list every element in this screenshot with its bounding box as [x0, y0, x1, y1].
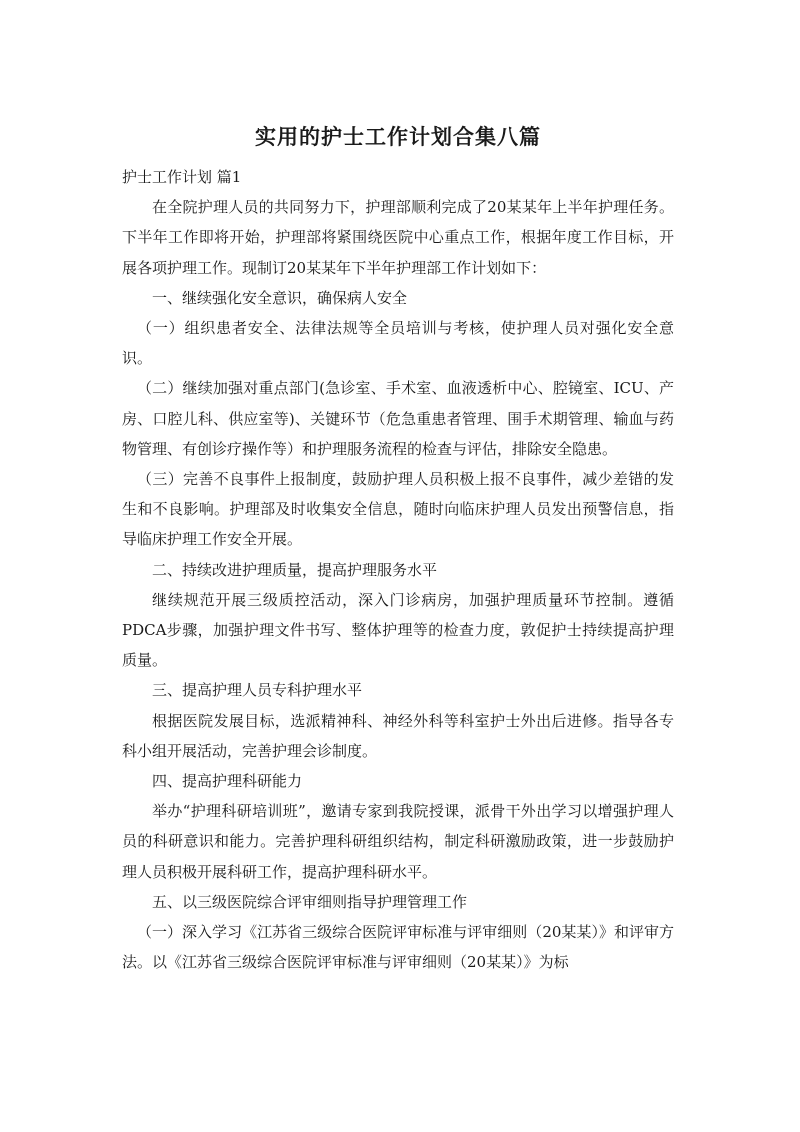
section-heading: 三、提高护理人员专科护理水平: [152, 681, 363, 700]
section-heading: 一、继续强化安全意识，确保病人安全: [152, 288, 408, 307]
section-heading: 四、提高护理科研能力: [152, 772, 303, 791]
paragraph: （三）完善不良事件上报制度，鼓励护理人员积极上报不良事件，减少差错的发生和不良影响。护理部及时收集安全信息，随时向临床护理人员发出预警信息，指导临床护理工作安全开展。: [122, 470, 674, 549]
paragraph: 举办“护理科研培训班”，邀请专家到我院授课，派骨干外出学习以增强护理人员的科研意识和能力。完善护理科研组织结构，制定科研激励政策，进一步鼓励护理人员积极开展科研工作，提高护理科研水平。: [122, 802, 674, 881]
document-body: [122, 162, 674, 977]
section-subtitle: 护士工作计划 篇1: [122, 168, 242, 186]
paragraph: 根据医院发展目标，选派精神科、神经外科等科室护士外出后进修。指导各专科小组开展活动，完善护理会诊制度。: [122, 711, 674, 760]
document-title: 实用的护士工作计划合集八篇: [255, 125, 541, 149]
paragraph: 在全院护理人员的共同努力下，护理部顺利完成了20某某年上半年护理任务。下半年工作即将开始，护理部将紧围绕医院中心重点工作，根据年度工作目标，开展各项护理工作。现制订20某某年下半年护理部工作计划如下：: [122, 198, 674, 277]
paragraph: （一）组织患者安全、法律法规等全员培训与考核，使护理人员对强化安全意识。: [122, 319, 674, 368]
section-heading: 二、持续改进护理质量，提高护理服务水平: [152, 560, 438, 579]
paragraph: 继续规范开展三级质控活动，深入门诊病房，加强护理质量环节控制。遵循PDCA步骤，加强护理文件书写、整体护理等的检查力度，敦促护士持续提高护理质量。: [122, 590, 674, 670]
section-heading: 五、以三级医院综合评审细则指导护理管理工作: [152, 892, 468, 911]
paragraph: （二）继续加强对重点部门(急诊室、手术室、血液透析中心、腔镜室、ICU、产房、口腔儿科、供应室等)、关键环节（危急重患者管理、围手术期管理、输血与药物管理、有创诊疗操作等）和护理服务流程的检查与评估，排除安全隐患。: [122, 379, 674, 458]
paragraph: （一）深入学习《江苏省三级综合医院评审标准与评审细则（20某某）》和评审方法。以《江苏省三级综合医院评审标准与评审细则（20某某）》为标: [122, 923, 674, 972]
